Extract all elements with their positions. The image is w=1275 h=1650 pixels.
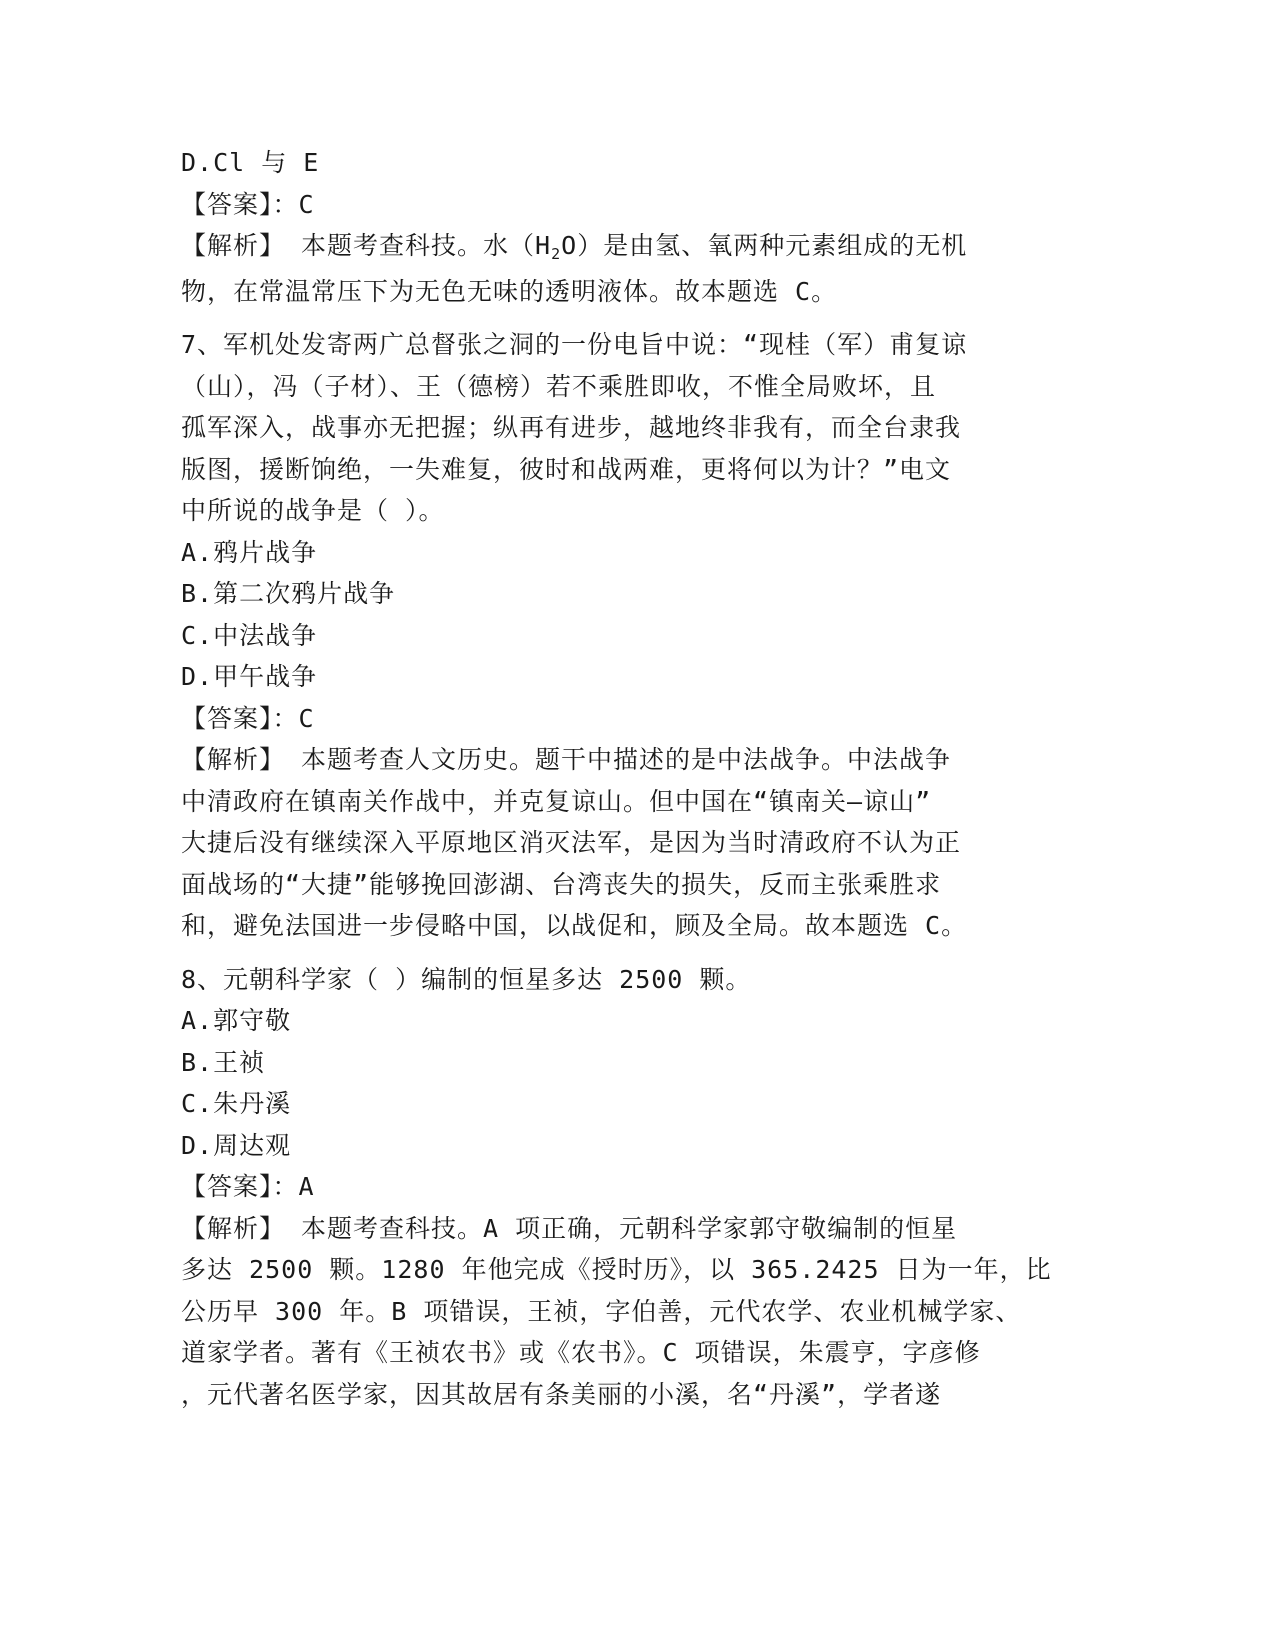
q6-option-d: D.Cl 与 E xyxy=(181,148,320,177)
q7-option-d: D.甲午战争 xyxy=(181,662,318,691)
subscript-2: 2 xyxy=(551,245,562,263)
q6-analysis-line: 物，在常温常压下为无色无味的透明液体。故本题选 C。 xyxy=(181,276,838,306)
q7-stem-line: （山），冯（子材）、王（德榜）若不乘胜即收，不惟全局败坏，且 xyxy=(181,371,937,401)
q8-stem: 8、元朝科学家（ ）编制的恒星多达 2500 颗。 xyxy=(181,964,752,994)
q7-answer: 【答案】：C xyxy=(181,703,315,733)
q6-answer: 【答案】：C xyxy=(181,189,315,219)
q8-analysis-line: 多达 2500 颗。1280 年他完成《授时历》，以 365.2425 日为一年，比 xyxy=(181,1255,1052,1284)
q8-analysis-line: ，元代著名医学家，因其故居有条美丽的小溪，名“丹溪”，学者遂 xyxy=(181,1379,942,1409)
q7-stem-line: 孤军深入，战事亦无把握；纵再有进步，越地终非我有，而全台隶我 xyxy=(181,413,962,442)
q7-analysis-line: 中清政府在镇南关作战中，并克复谅山。但中国在“镇南关—谅山” xyxy=(181,786,932,816)
q7-option-b: B.第二次鸦片战争 xyxy=(181,579,396,608)
q7-analysis-line: 和，避免法国进一步侵略中国，以战促和，顾及全局。故本题选 C。 xyxy=(181,911,968,940)
q8-option-c: C.朱丹溪 xyxy=(181,1089,292,1118)
q7-analysis-line: 大捷后没有继续深入平原地区消灭法军，是因为当时清政府不认为正 xyxy=(181,828,962,857)
q7-analysis-line: 【解析】 本题考查人文历史。题干中描述的是中法战争。中法战争 xyxy=(181,745,952,774)
q8-option-b: B.王祯 xyxy=(181,1047,266,1077)
q7-stem-line: 7、军机处发寄两广总督张之洞的一份电旨中说：“现桂（军）甫复谅 xyxy=(181,330,968,359)
q7-option-c: C.中法战争 xyxy=(181,620,318,650)
q6-analysis-line: 【解析】 本题考查科技。水$(H_2O)$是由氢、氧两种元素组成的无机 xyxy=(181,231,968,263)
q7-stem-line: 版图，援断饷绝，一失难复，彼时和战两难，更将何以为计？”电文 xyxy=(181,454,952,484)
q7-stem-line: 中所说的战争是（ ）。 xyxy=(181,496,445,525)
q8-answer: 【答案】：A xyxy=(181,1172,315,1201)
q8-option-a: A.郭守敬 xyxy=(181,1006,292,1035)
q8-analysis-line: 公历早 300 年。B 项错误，王祯，字伯善，元代农学、农业机械学家、 xyxy=(181,1296,1022,1326)
q8-option-d: D.周达观 xyxy=(181,1130,292,1160)
q8-analysis-line: 【解析】 本题考查科技。A 项正确，元朝科学家郭守敬编制的恒星 xyxy=(181,1213,958,1243)
q7-analysis-line: 面战场的“大捷”能够挽回澎湖、台湾丧失的损失，反而主张乘胜求 xyxy=(181,869,942,899)
q7-option-a: A.鸦片战争 xyxy=(181,537,318,567)
document-page xyxy=(181,142,1061,1415)
q8-analysis-line: 道家学者。著有《王祯农书》或《农书》。C 项错误，朱震亨，字彦修 xyxy=(181,1338,981,1367)
